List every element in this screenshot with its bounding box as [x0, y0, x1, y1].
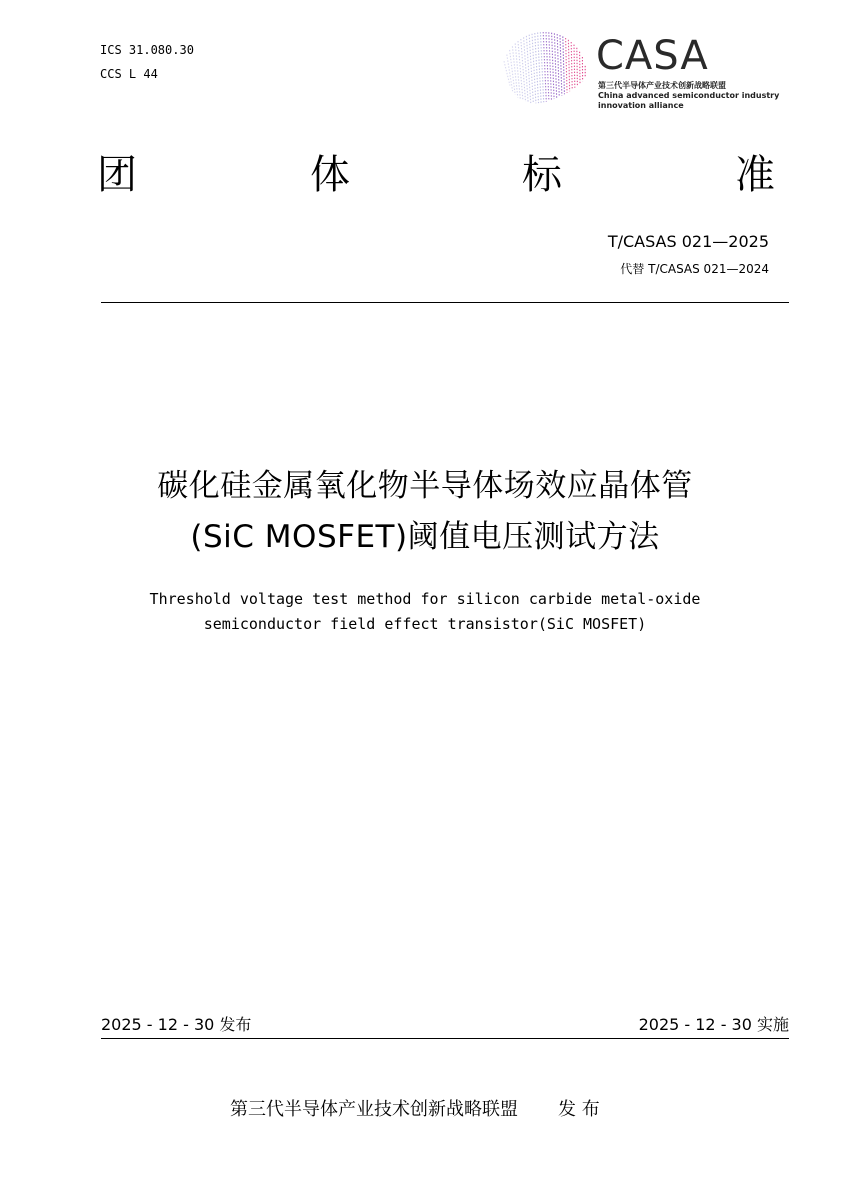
category-char-2: 体 — [310, 152, 350, 198]
publish-date: 2025 - 12 - 30 发布 — [101, 1015, 252, 1034]
logo-cn-tagline: 第三代半导体产业技术创新战略联盟 — [598, 81, 726, 90]
title-en-line1: Threshold voltage test method for silicon carbide metal-oxide — [149, 590, 701, 608]
logo-en-tagline-line2: innovation alliance — [598, 101, 684, 110]
top-divider — [101, 302, 789, 303]
casa-logo-icon — [498, 28, 590, 120]
title-cn-line1: 碳化硅金属氧化物半导体场效应晶体管 — [157, 468, 693, 504]
ccs-code: CCS L 44 — [100, 67, 158, 81]
publisher-action: 发 布 — [558, 1099, 600, 1120]
title-en-line2: semiconductor field effect transistor(SiC MOSFET) — [203, 615, 647, 633]
implement-date: 2025 - 12 - 30 实施 — [638, 1015, 789, 1034]
ics-code: ICS 31.080.30 — [100, 43, 194, 57]
standard-number: T/CASAS 021—2025 — [607, 232, 769, 251]
logo-name: CASA — [596, 33, 709, 79]
logo-en-tagline-line1: China advanced semiconductor industry — [598, 91, 780, 100]
publisher-line — [230, 1097, 600, 1123]
category-char-4: 准 — [735, 152, 775, 198]
title-cn-line2: (SiC MOSFET)阈值电压测试方法 — [190, 519, 660, 555]
bottom-divider — [101, 1038, 789, 1039]
category-char-3: 标 — [522, 152, 562, 198]
replaces-standard: 代替 T/CASAS 021—2024 — [620, 262, 769, 276]
category-char-1: 团 — [97, 152, 137, 198]
publisher-name: 第三代半导体产业技术创新战略联盟 — [230, 1099, 518, 1120]
